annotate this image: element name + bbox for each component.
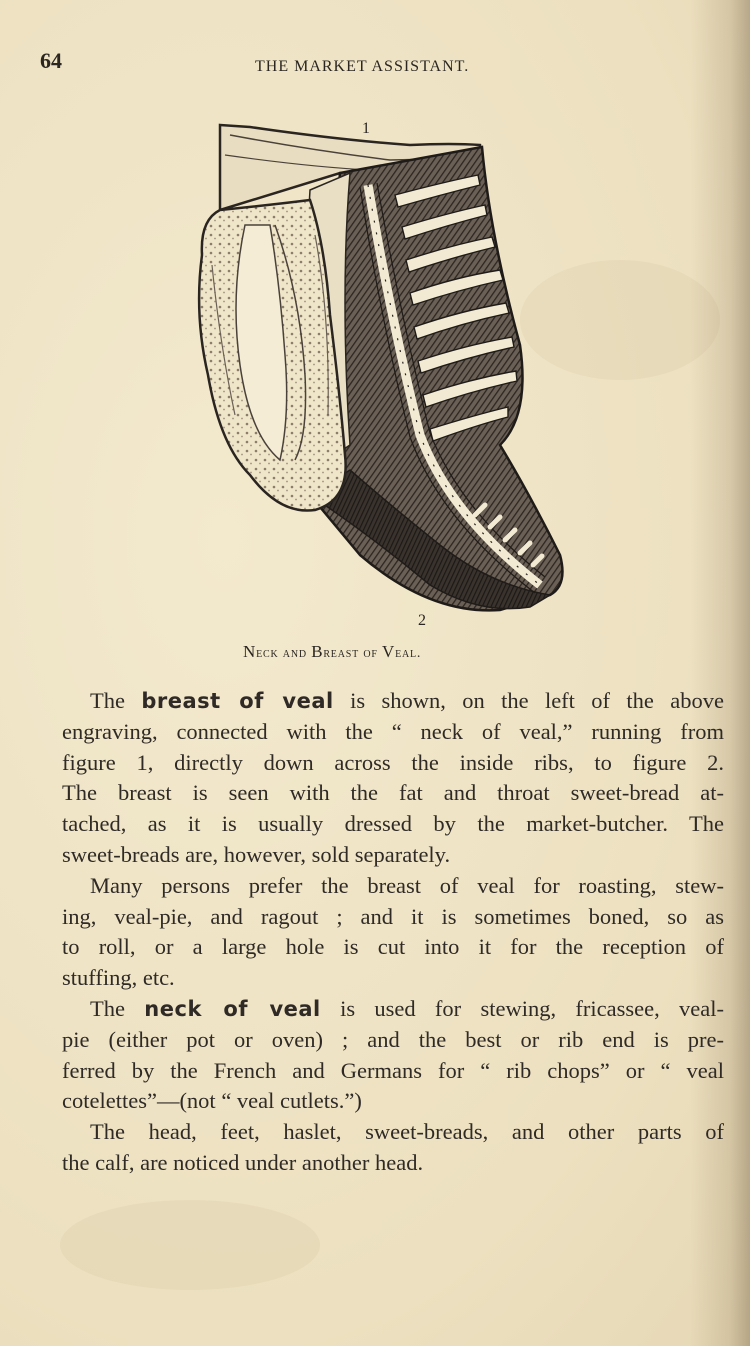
caption-word: Veal.: [382, 642, 422, 661]
text-line: ing, veal-pie, and ragout ; and it is sometimes boned, so as: [62, 903, 724, 929]
caption-word: of: [363, 646, 378, 661]
text-line: stuffing, etc.: [62, 965, 175, 991]
caption-word: Neck: [243, 642, 279, 661]
caption-word: and: [282, 646, 307, 661]
veal-engraving-illustration: [190, 115, 580, 635]
page-number: 64: [40, 48, 62, 73]
figure-label-top: 1: [362, 120, 370, 137]
text-line: engraving, connected with the “ neck of veal,” running from: [62, 718, 724, 744]
text-line: The breast is seen with the fat and throat sweet-bread at-: [62, 780, 724, 806]
term-neck-of-veal: neck of veal: [144, 996, 321, 1021]
text-line: tached, as it is usually dressed by the market-butcher. The: [62, 811, 724, 837]
text-line: the calf, are noticed under another head.: [62, 1149, 424, 1175]
term-breast-of-veal: breast of veal: [141, 689, 334, 713]
paragraph-uses-of-breast: [34, 871, 724, 994]
text-line: to roll, or a large hole is cut into it for the reception of: [62, 934, 724, 960]
paragraph-neck-of-veal: [34, 994, 724, 1117]
body-text: [34, 686, 724, 1179]
text-line: The breast of veal is shown, on the left of the above: [90, 688, 724, 713]
paragraph-other-parts: [34, 1117, 724, 1179]
text-line: pie (either pot or oven) ; and the best or rib end is pre-: [62, 1026, 724, 1052]
caption-word: Breast: [311, 642, 359, 661]
text-line: The head, feet, haslet, sweet-breads, and other parts of: [90, 1119, 724, 1145]
figure-caption: [243, 642, 421, 662]
paragraph-breast-of-veal: [34, 686, 724, 871]
text-line: Many persons prefer the breast of veal for roasting, stew-: [90, 872, 724, 898]
text-line: ferred by the French and Germans for “ rib chops” or “ veal: [62, 1057, 724, 1083]
text-line: The neck of veal is used for stewing, fricassee, veal-: [90, 995, 725, 1021]
text-line: cotelettes”—(not “ veal cutlets.”): [62, 1088, 362, 1114]
figure-label-bottom: 2: [418, 612, 426, 629]
text-line: sweet-breads are, however, sold separately.: [62, 841, 451, 867]
text-line: figure 1, directly down across the inside ribs, to figure 2.: [62, 749, 724, 775]
running-head: THE MARKET ASSISTANT.: [255, 58, 470, 75]
paper-stain: [60, 1200, 320, 1290]
